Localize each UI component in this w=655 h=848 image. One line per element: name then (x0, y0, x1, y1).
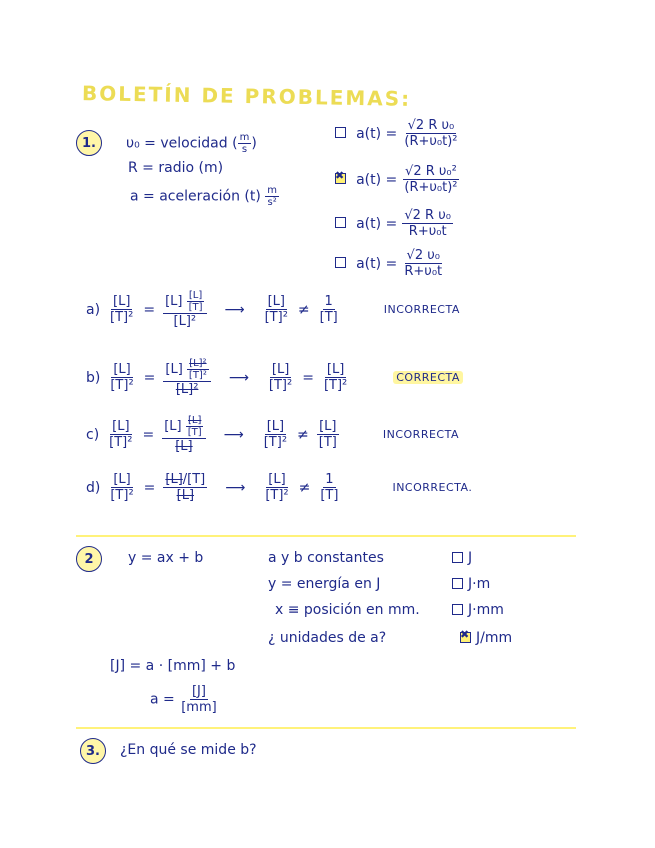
work-line-2: a = $\frac{[J]}{[mm]}$ (150, 684, 217, 715)
checked-checkbox-icon[interactable] (335, 173, 346, 184)
checkbox-icon[interactable] (335, 257, 346, 268)
option-1d[interactable]: a(t) = $\frac{\text{√2 υ₀}}{\text{R+υ₀t}}$ (335, 248, 444, 279)
problem-1-number: 1. (76, 130, 102, 156)
checkbox-icon[interactable] (452, 578, 463, 589)
analysis-a: a) $\frac{[L]}{\text{[T]²}}$ = [L] $\frac{[L]}{[T]}$ [L]² ⟶ $\frac{[L]}{\text{[T]²}}$ ≠ $\frac{1}{[T]}$ INCORRECTA (86, 290, 460, 329)
option-1b[interactable]: ✖ a(t) = $\frac{\text{√2 R υ₀²}}{\text{(R+υ₀t)²}}$ (335, 164, 460, 195)
checkbox-icon[interactable] (452, 604, 463, 615)
analysis-d: d) $\frac{[L]}{\text{[T]²}}$ = $\frac{[L]/[T]}{[L]}$ ⟶ $\frac{[L]}{\text{[T]²}}$ ≠ $\frac{1}{[T]}$ INCORRECTA. (86, 472, 473, 503)
page-title: BOLETÍN DE PROBLEMAS: (81, 81, 412, 111)
option-2a[interactable]: J (452, 550, 472, 566)
problem-2-number: 2 (76, 546, 102, 572)
divider-line (76, 727, 576, 729)
option-2c[interactable]: J·mm (452, 602, 504, 618)
def-aceleracion: a = aceleración (t) $\frac{m}{\text{s²}}$ (130, 185, 278, 208)
problem-3-number: 3. (80, 738, 106, 764)
option-1c[interactable]: a(t) = $\frac{\text{√2 R υ₀}}{\text{R+υ₀t}}$ (335, 208, 453, 239)
note-posicion: x ≡ posición en mm. (275, 602, 420, 618)
divider-line (76, 535, 576, 537)
checked-checkbox-icon[interactable] (460, 632, 471, 643)
note-constantes: a y b constantes (268, 550, 384, 566)
def-velocidad: υ₀ = velocidad ( $\frac{m}{s}$ ) (126, 132, 257, 155)
note-unidades: ¿ unidades de a? (268, 630, 387, 646)
work-line-1: [J] = a · [mm] + b (110, 658, 236, 674)
problem-3-question: ¿En qué se mide b? (120, 742, 257, 758)
checkbox-icon[interactable] (335, 127, 346, 138)
checkbox-icon[interactable] (452, 552, 463, 563)
def-radio: R = radio (m) (128, 160, 224, 176)
note-energia: y = energía en J (268, 576, 381, 592)
problem-2-equation: y = ax + b (128, 550, 204, 566)
option-2b[interactable]: J·m (452, 576, 490, 592)
option-2d[interactable]: ✖J/mm (460, 630, 512, 646)
analysis-b: b) $\frac{[L]}{\text{[T]²}}$ = [L] $\frac{\text{[L]²}}{\text{[T]²}}$ [L]² ⟶ $\frac{[L]}{\text{[T]²}}$ = $\frac{[L]}{\text{[T]²}}$ CORRECTA (86, 358, 463, 397)
checkbox-icon[interactable] (335, 217, 346, 228)
option-1a[interactable]: a(t) = $\frac{\text{√2 R υ₀}}{\text{(R+υ₀t)²}}$ (335, 118, 460, 149)
analysis-c: c) $\frac{[L]}{\text{[T]²}}$ = [L] $\frac{[L]}{[T]}$ [L] ⟶ $\frac{[L]}{\text{[T]²}}$ ≠ $\frac{[L]}{[T]}$ INCORRECTA (86, 415, 459, 454)
